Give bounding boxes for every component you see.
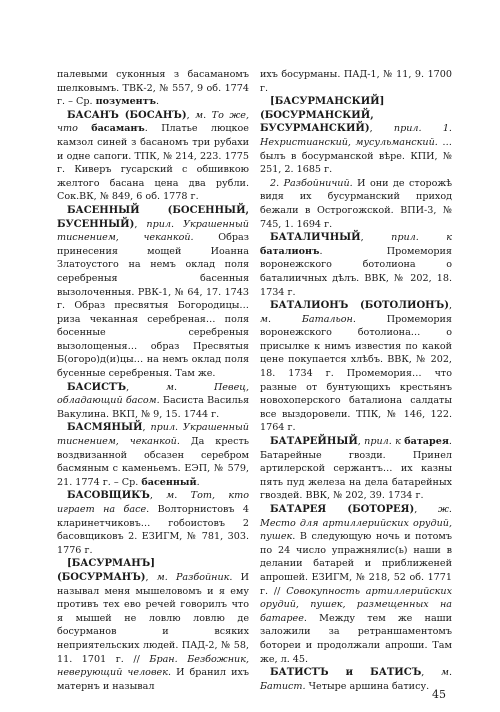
grammar-definition: м. Батальон. — [260, 313, 356, 325]
headword: БАТАРЕЯ (БОТОРЕЯ) — [270, 504, 415, 515]
headword: БАСИСТЪ — [67, 381, 127, 393]
entry-text: И они де сторожѣ видя их бусурманский приход бежали в Острогожской. ВПИ-3, № 745, 1. 1694 г. — [260, 177, 453, 230]
dictionary-entry — [260, 666, 452, 693]
entry-text: , — [134, 218, 147, 230]
dictionary-entry — [260, 177, 452, 231]
dictionary-entry — [57, 109, 249, 204]
headword: БАСАНЪ (БОСАНЪ) — [67, 109, 187, 121]
entry-text: Да кресть воздвизанной обсазен серебром басмяным с каменьемъ. ЕЭП, № 579, 21. 1774 г. – Ср. — [57, 436, 249, 488]
grammar-definition: Совокупность артиллерийских орудий, пушек, размещенных на батарее. — [260, 585, 452, 624]
entry-text: Басиста Василья Вакулина. ВКП, № 9, 15. 1744 г. — [57, 395, 249, 420]
entry-text: , — [360, 232, 392, 244]
entry-text: Образ принесения мощей Иоанна Златоустого на немъ оклад поля серебреныя басенныя вызолоченныя. РВК-1, № 64, 17. 1743 г. Образ пресвятыя Богородицы… риза чеканная серебреная… поля босенные серебреныя вызолощеныя… образ Пресвятыя Б(огоро)д(и)цы… на немъ оклад поля бусенные серебреныя. Там же. — [57, 232, 249, 380]
entry-text: Между тем же наши заложили за ретраншаментомъ ботореи и продолжали апроши. Там же, л. 45. — [260, 612, 452, 665]
entry-text: . Батарейные гвозди. Принел артилерской сержантъ… их казны пять пуд железа на дела батарейных гвоздей. ВВК, № 202, 39. 1734 г. — [260, 436, 452, 502]
entry-text: , — [186, 109, 196, 121]
grammar-definition: прил. Украшенный тиснением, чеканкой. — [57, 218, 249, 244]
grammar-definition: м. Разбойник. — [156, 571, 233, 583]
dictionary-entry — [260, 231, 452, 299]
headword: БАСОВЩИКЪ — [67, 490, 150, 502]
dictionary-entry — [57, 68, 249, 109]
entry-text: , — [448, 300, 452, 312]
grammar-definition: ж. Место для артиллерийских орудий, пушек. — [260, 504, 452, 543]
dictionary-entry — [260, 95, 452, 177]
headword: БАТАЛИЧНЫЙ — [270, 232, 361, 244]
grammar-definition: м. То же, что — [57, 109, 249, 135]
grammar-definition: прил. к — [364, 436, 405, 448]
entry-text: В следующую ночь и потомъ по 24 число упражнялис(ь) наши в делании батарей и приближеней апрошей. ЕЗИГМ, № 218, 52 об. 1771 г. // — [260, 531, 452, 597]
dictionary-entry — [57, 381, 249, 422]
entry-text: Четыре аршина батису. — [305, 680, 430, 692]
dictionary-entry — [260, 299, 452, 435]
entry-text: , — [145, 571, 157, 583]
headword: БАТАЛИОНЪ (БОТОЛИОНЪ) — [270, 300, 449, 312]
entry-text: , — [369, 123, 394, 135]
headword: БАТАРЕЙНЫЙ — [270, 436, 358, 448]
headword: БАТИСТЪ и БАТИСЪ — [270, 667, 422, 679]
grammar-definition: 2. Разбойничий. — [270, 177, 353, 189]
grammar-definition: Бран. Безбожник, неверующий человек. — [57, 653, 249, 679]
entry-text: , — [421, 667, 441, 679]
page-number: 45 — [432, 688, 446, 701]
entry-text: . Платье люцкое камзол синей з басаномъ три рубахи и одне сапоги. ТПК, № 214, 223. 1775 г. Киверъ гусарский с обшивкою желтого басана цена два рубли. Сок.ВК, № 849, 6 об. 1778 г. — [57, 123, 249, 203]
dictionary-entry — [260, 68, 452, 95]
headword: [БАСУРМАНСКИЙ] (БОСУРМАНСКИЙ, БУСУРМАНСКИЙ) — [260, 96, 385, 135]
headword: БАСМЯНЫЙ — [67, 422, 143, 434]
grammar-definition: м. Тот, кто играет на басе. — [57, 490, 249, 515]
grammar-definition: прил. 1. Нехристианский, мусульманский. — [260, 123, 452, 148]
entry-text: , — [414, 504, 439, 515]
dictionary-entry — [57, 421, 249, 489]
entry-text: , — [126, 381, 167, 393]
entry-text: И называл меня мышеловомъ и я ему противъ тех ево речей говорилъ что я мышей не ловлю ловлю де босурманов и всяких неприятельских людей. ПАД-2, № 58, 11. 1701 г. // — [57, 571, 249, 665]
entry-text: , — [357, 436, 365, 448]
grammar-definition: прил. Украшенный тиснением, чеканкой. — [57, 422, 249, 448]
entry-text: . Промемория воронежского ботолиона о баталиичных дѣлъ. ВВК, № 202, 18. 1734 г. — [260, 245, 452, 298]
entry-text: , — [149, 490, 167, 502]
headword: [БАСУРМАНЪ] (БОСУРМАНЪ) — [57, 558, 155, 583]
cross-reference: басаманъ — [91, 123, 145, 135]
entry-text: , — [142, 422, 151, 434]
entry-text: ихъ босурманы. ПАД-1, № 11, 9. 1700 г. — [260, 69, 452, 94]
dictionary-entry — [57, 204, 249, 381]
entry-text: . — [156, 96, 160, 108]
cross-reference: батарея — [404, 436, 449, 448]
entry-text: палевыми суконныя з басаманомъ шелковымъ. ТВК-2, № 557, 9 об. 1774 г. – Ср. — [57, 69, 249, 108]
grammar-definition: м. Певец, обладающий басом. — [57, 381, 249, 407]
entry-text: Промемория воронежского ботолиона… о присылке к нимъ известия по какой цене покупается хлѣбъ. ВВК, № 202, 18. 1734 г. Промемория… что разные от бунтующихъ крестьянъ новохоперского баталиона салдаты все выздоровели. ТПК, № 146, 122. 1764 г. — [260, 313, 452, 434]
grammar-definition: прил. к — [391, 232, 452, 244]
entry-text: …былъ в босурманской вѣре. КПИ, № 251, 2. 1685 г. — [260, 136, 452, 176]
headword: БАСЕННЫЙ (БОСЕННЫЙ, БУСЕННЫЙ) — [57, 204, 249, 230]
dictionary-entry — [57, 557, 249, 693]
dictionary-entry — [57, 489, 249, 557]
dictionary-entry — [260, 503, 452, 666]
entry-text: И бранил ихъ матернъ и называл — [57, 667, 249, 692]
entry-text: . — [196, 476, 200, 488]
grammar-definition: м. Батист. — [260, 667, 452, 692]
right-column — [260, 68, 452, 693]
cross-reference: басенный — [141, 476, 197, 488]
cross-reference: позументъ — [95, 96, 157, 108]
entry-text: Волторнистовъ 4 кларинетчиковъ… гобоистовъ 2 басовщиковъ 2. ЕЗИГМ, № 781, 303. 1776 г. — [57, 504, 249, 556]
left-column — [57, 68, 249, 693]
cross-reference: баталионъ — [260, 245, 320, 257]
dictionary-entry — [260, 435, 452, 503]
